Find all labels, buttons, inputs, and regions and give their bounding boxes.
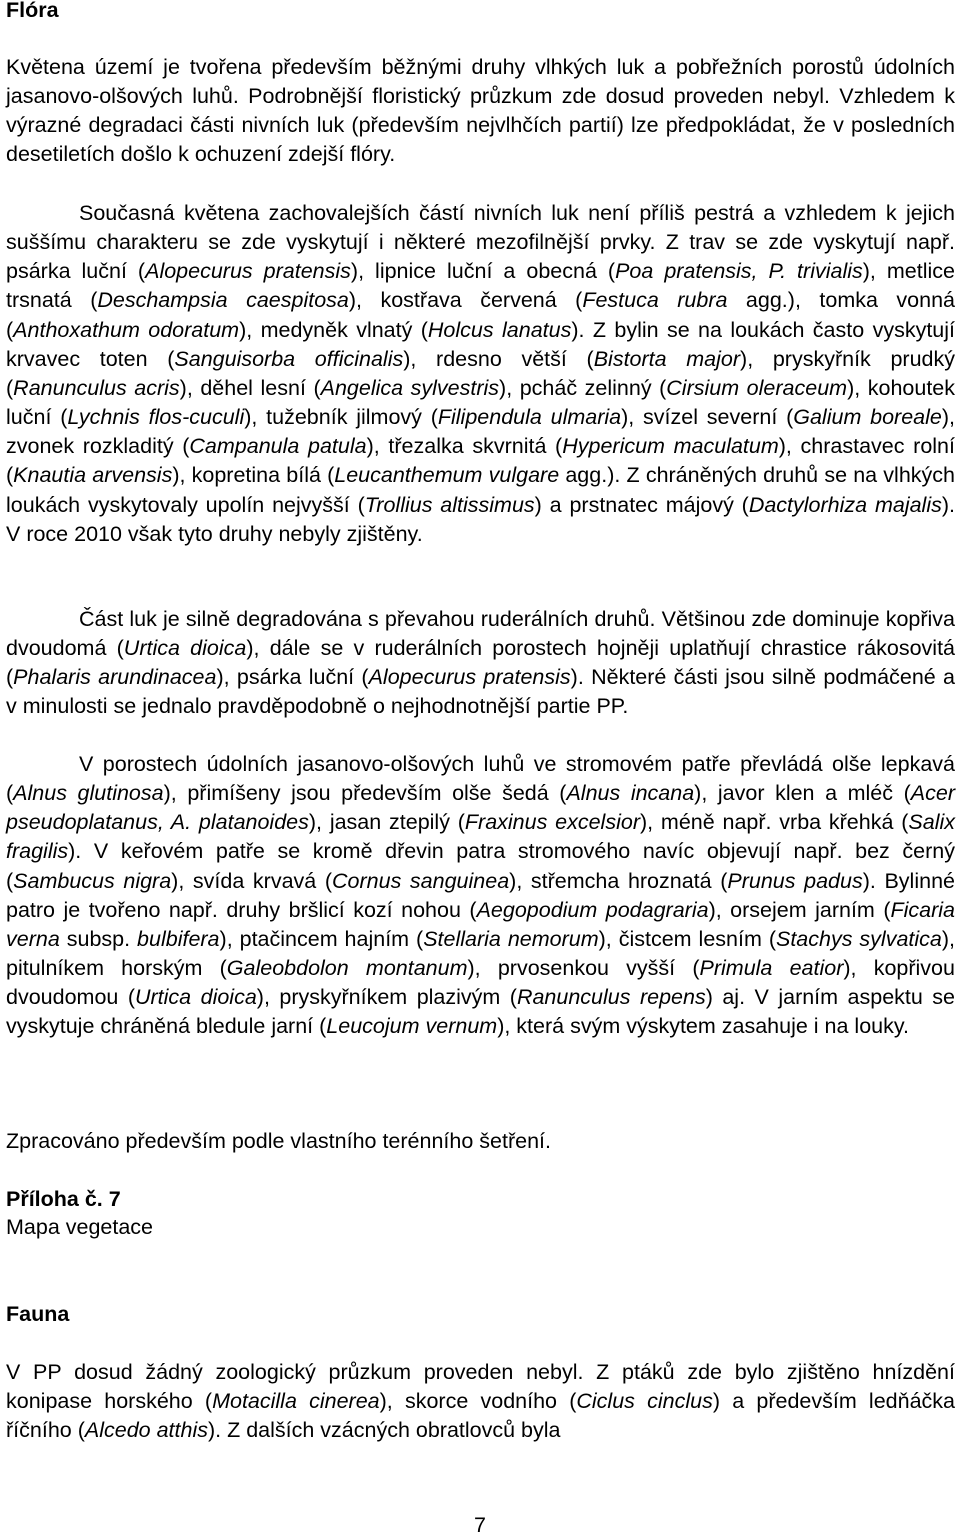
appendix-label: Příloha č. 7 [6, 1187, 121, 1211]
flora-paragraph-1: Květena území je tvořena především běžnými druhy vlhkých luk a pobřežních porostů údolních jasanovo-olšových luhů. Podrobnější floristický průzkum zde dosud proveden nebyl. Vzhledem k výrazné degradaci části nivních luk (především nejvlhčích partií) lze předpokládat, že v posledních desetiletích došlo k ochuzení zdejší flóry. [6, 55, 955, 167]
section-title-fauna: Fauna [6, 1302, 70, 1326]
flora-paragraph-3: Část luk je silně degradována s převahou ruderálních druhů. Většinou zde dominuje kopřiva dvoudomá (Urtica dioica), dále se v ruderálních porostech hojněji uplatňují chrastice rákosovitá (Phalaris arundinacea), psárka luční (Alopecurus pratensis). Některé části jsou silně podmáčené a v minulosti se jednalo pravděpodobně o nejhodnotnější partie PP. [6, 607, 956, 719]
section-title-flora: Flóra [6, 0, 59, 22]
fauna-paragraph-1: V PP dosud žádný zoologický průzkum proveden nebyl. Z ptáků zde bylo zjištěno hnízdění konipase horského (Motacilla cinerea), skorce vodního (Ciclus cinclus) a především ledňáčka říčního (Alcedo atthis). Z dalších vzácných obratlovců byla [6, 1360, 956, 1443]
flora-source-note: Zpracováno především podle vlastního terénního šetření. [6, 1129, 551, 1153]
flora-paragraph-4: V porostech údolních jasanovo-olšových luhů ve stromovém patře převládá olše lepkavá (Alnus glutinosa), přimíšeny jsou především olše šedá (Alnus incana), javor klen a mléč (Acer pseudoplatanus, A. platanoides), jasan ztepilý (Fraxinus excelsior), méně např. vrba křehká (Salix fragilis). V keřovém patře se kromě dřevin patra stromového navíc objevují např. bez černý (Sambucus nigra), svída krvavá (Cornus sanguinea), střemcha hroznatá (Prunus padus). Bylinné patro je tvořeno např. druhy bršlicí kozí nohou (Aegopodium podagraria), orsejem jarním (Ficaria verna subsp. bulbifera), ptačincem hajním (Stellaria nemorum), čistcem lesním (Stachys sylvatica), pitulníkem horským (Galeobdolon montanum), prvosenkou vyšší (Primula eatior), kopřivou dvoudomou (Urtica dioica), pryskyřníkem plazivým (Ranunculus repens) aj. V jarním aspektu se vyskytuje chráněná bledule jarní (Leucojum vernum), která svým výskytem zasahuje i na louky. [6, 752, 956, 1039]
page-number: 7 [474, 1513, 486, 1537]
appendix-title: Mapa vegetace [6, 1215, 154, 1239]
flora-paragraph-2: Současná květena zachovalejších částí nivních luk není příliš pestrá a vzhledem k jejich suššímu charakteru se zde vyskytují i některé mezofilnější prvky. Z trav se zde vyskytují např. psárka luční (Alopecurus pratensis), lipnice luční a obecná (Poa pratensis, P. trivialis), metlice trsnatá (Deschampsia caespitosa), kostřava červená (Festuca rubra agg.), tomka vonná (Anthoxathum odoratum), medyněk vlnatý (Holcus lanatus). Z bylin se na loukách často vyskytují krvavec toten (Sanguisorba officinalis), rdesno větší (Bistorta major), pryskyřník prudký (Ranunculus acris), děhel lesní (Angelica sylvestris), pcháč zelinný (Cirsium oleraceum), kohoutek luční (Lychnis flos-cuculi), tužebník jilmový (Filipendula ulmaria), svízel severní (Galium boreale), zvonek rozkladitý (Campanula patula), třezalka skvrnitá (Hypericum maculatum), chrastavec rolní (Knautia arvensis), kopretina bílá (Leucanthemum vulgare agg.). Z chráněných druhů se na vlhkých loukách vyskytovaly upolín nejvyšší (Trollius altissimus) a prstnatec májový (Dactylorhiza majalis). V roce 2010 však tyto druhy nebyly zjištěny. [6, 201, 956, 546]
